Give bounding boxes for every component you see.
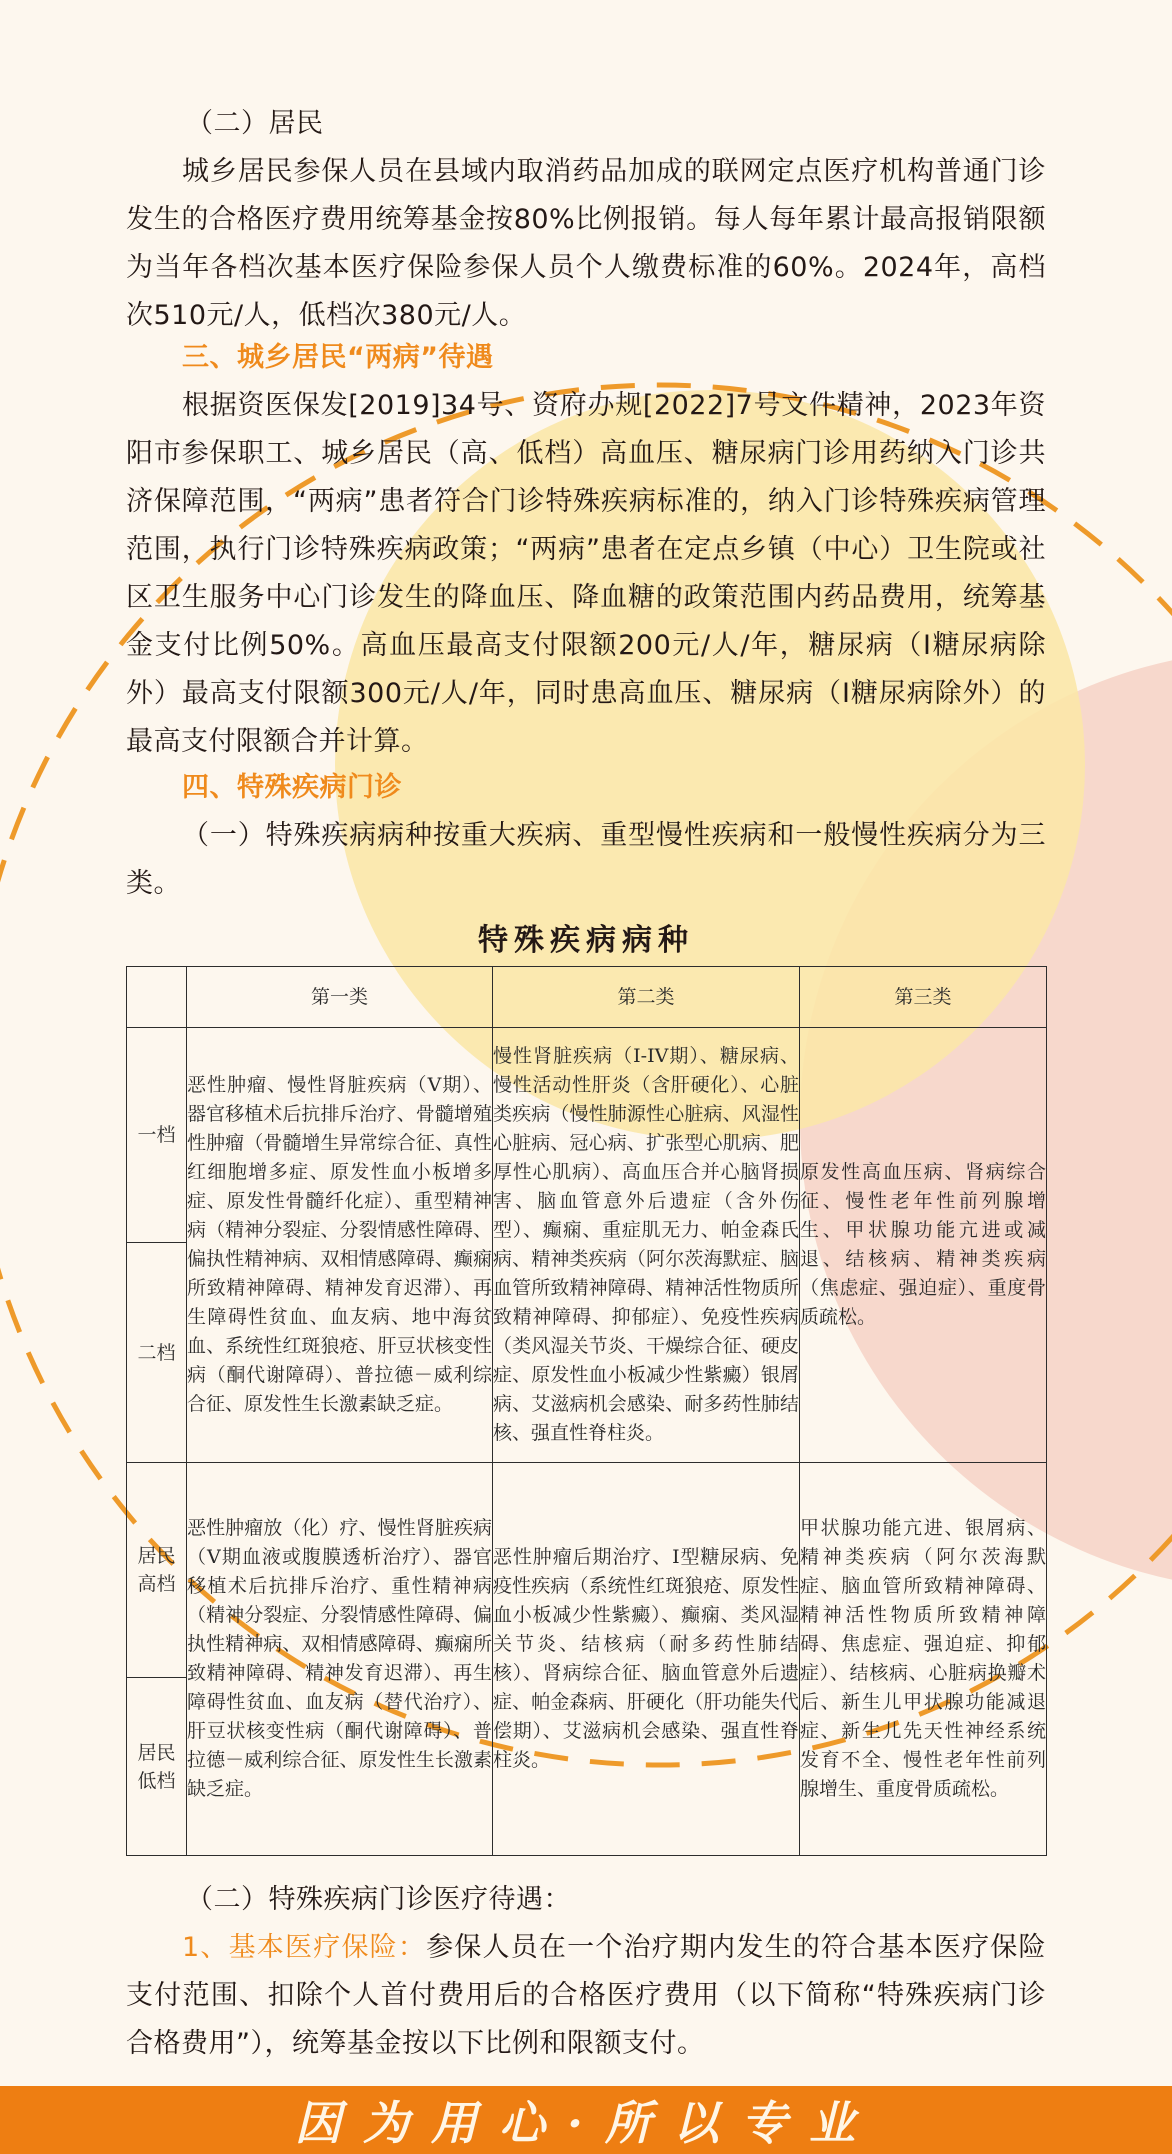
resident-class3-cell: 甲状腺功能亢进、银屑病、精神类疾病（阿尔茨海默症、脑血管所致精神障碍、精神活性物质所致精神障碍、焦虑症、强迫症、抑郁症）、结核病、心脏病换瓣术后、新生儿甲状腺功能减退症、新生儿先天性神经系统发育不全、慢性老年性前列腺增生、重度骨质疏松。 xyxy=(800,1463,1047,1856)
staff-class1-cell: 恶性肿瘤、慢性肾脏疾病（V期）、器官移植术后抗排斥治疗、骨髓增殖性肿瘤（骨髓增生异常综合征、真性红细胞增多症、原发性血小板增多症、原发性骨髓纤化症）、重型精神病（精神分裂症、分裂情感性障碍、偏执性精神病、双相情感障碍、癫痫所致精神障碍、精神发育迟滞）、再生障碍性贫血、血友病、地中海贫血、系统性红斑狼疮、肝豆状核变性病（酮代谢障碍）、普拉德－威利综合征、原发性生长激素缺乏症。 xyxy=(187,1028,493,1463)
row-label-resident-low: 居民低档 xyxy=(127,1678,187,1856)
treatment-item1-label: 1、基本医疗保险： xyxy=(182,1932,427,1963)
section4-heading: 四、特殊疾病门诊 xyxy=(182,772,402,803)
section3-heading: 三、城乡居民“两病”待遇 xyxy=(182,342,494,373)
resident-class1-cell: 恶性肿瘤放（化）疗、慢性肾脏疾病（V期血液或腹膜透析治疗）、器官移植术后抗排斥治疗、重性精神病（精神分裂症、分裂情感性障碍、偏执性精神病、双相情感障碍、癫痫所致精神障碍、精神发育迟滞）、再生障碍性贫血、血友病（替代治疗）、肝豆状核变性病（酮代谢障碍）、普拉德－威利综合征、原发性生长激素缺乏症。 xyxy=(187,1463,493,1856)
row-label-tier1: 一档 xyxy=(127,1028,187,1243)
residents-heading: （二）居民 xyxy=(186,108,324,139)
treatment-heading: （二）特殊疾病门诊医疗待遇： xyxy=(186,1884,571,1915)
treatment-item1 xyxy=(126,1924,1046,2068)
staff-class3-cell: 原发性高血压病、肾病综合征、慢性老年性前列腺增生、甲状腺功能亢进或减退、结核病、精神类疾病（焦虑症、强迫症）、重度骨质疏松。 xyxy=(800,1028,1047,1463)
footer-slogan: 因为用心·所以专业 xyxy=(294,2096,877,2150)
table-title: 特殊疾病病种 xyxy=(478,923,694,958)
footer-banner xyxy=(0,2086,1172,2154)
header-class3: 第三类 xyxy=(800,967,1047,1028)
resident-class2-cell: 恶性肿瘤后期治疗、I型糖尿病、免疫性疾病（系统性红斑狼疮、原发性血小板减少性紫癜）、癫痫、类风湿关节炎、结核病（耐多药性肺结核）、肾病综合征、脑血管意外后遗症、帕金森病、肝硬化（肝功能失代偿期）、艾滋病机会感染、强直性脊柱炎。 xyxy=(493,1463,800,1856)
header-class1: 第一类 xyxy=(187,967,493,1028)
table-row xyxy=(127,1028,1047,1243)
header-blank xyxy=(127,967,187,1028)
residents-body: 城乡居民参保人员在县域内取消药品加成的联网定点医疗机构普通门诊发生的合格医疗费用统筹基金按80%比例报销。每人每年累计最高报销限额为当年各档次基本医疗保险参保人员个人缴费标准的60%。2024年，高档次510元/人，低档次380元/人。 xyxy=(126,156,1046,331)
row-label-resident-high: 居民高档 xyxy=(127,1463,187,1678)
treatment-item1-body: 参保人员在一个治疗期内发生的符合基本医疗保险支付范围、扣除个人首付费用后的合格医疗费用（以下简称“特殊疾病门诊合格费用”），统筹基金按以下比例和限额支付。 xyxy=(126,1932,1046,2059)
section3-body: 根据资医保发[2019]34号、资府办规[2022]7号文件精神，2023年资阳市参保职工、城乡居民（高、低档）高血压、糖尿病门诊用药纳入门诊共济保障范围，“两病”患者符合门诊特殊疾病标准的，纳入门诊特殊疾病管理范围，执行门诊特殊疾病政策；“两病”患者在定点乡镇（中心）卫生院或社区卫生服务中心门诊发生的降血压、降血糖的政策范围内药品费用，统筹基金支付比例50%。高血压最高支付限额200元/人/年，糖尿病（I糖尿病除外）最高支付限额300元/人/年，同时患高血压、糖尿病（I糖尿病除外）的最高支付限额合并计算。 xyxy=(126,390,1046,757)
row-label-tier2: 二档 xyxy=(127,1243,187,1463)
disease-table xyxy=(126,966,1047,1856)
section4-intro: （一）特殊疾病病种按重大疾病、重型慢性疾病和一般慢性疾病分为三类。 xyxy=(126,820,1046,899)
table-header-row xyxy=(127,967,1047,1028)
header-class2: 第二类 xyxy=(493,967,800,1028)
table-row xyxy=(127,1463,1047,1678)
staff-class2-cell: 慢性肾脏疾病（I-IV期）、糖尿病、慢性活动性肝炎（含肝硬化）、心脏类疾病（慢性肺源性心脏病、风湿性心脏病、冠心病、扩张型心肌病、肥厚性心肌病）、高血压合并心脑肾损害、脑血管意外后遗症（含外伤型）、癫痫、重症肌无力、帕金森氏病、精神类疾病（阿尔茨海默症、脑血管所致精神障碍、精神活性物质所致精神障碍、抑郁症）、免疫性疾病（类风湿关节炎、干燥综合征、硬皮症、原发性血小板减少性紫癜）银屑病、艾滋病机会感染、耐多药性肺结核、强直性脊柱炎。 xyxy=(493,1028,800,1463)
